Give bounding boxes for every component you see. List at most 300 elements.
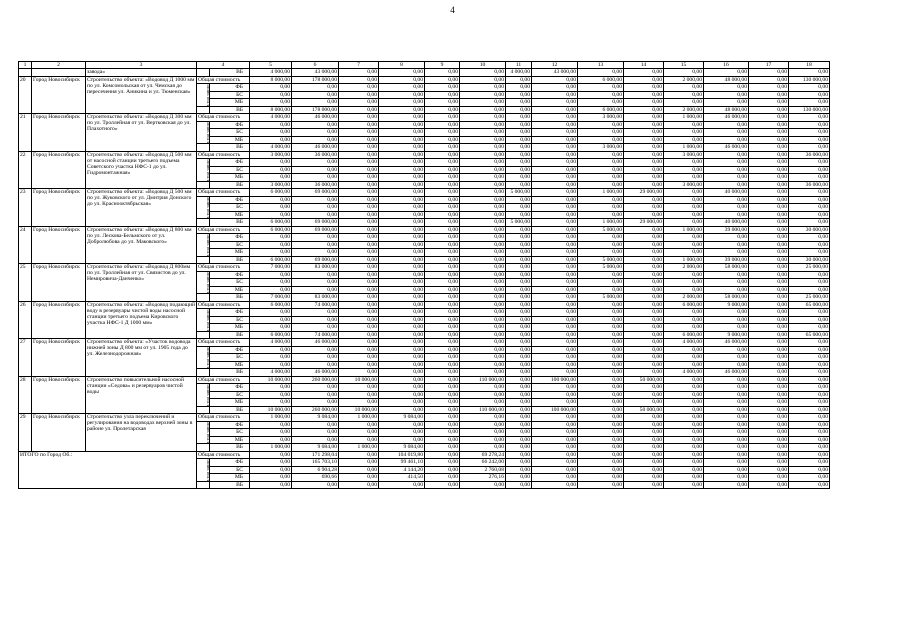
- value-cell: 0,00: [532, 121, 578, 129]
- value-cell: 0,00: [250, 129, 292, 137]
- value-cell: 0,00: [506, 316, 532, 324]
- value-cell: 0,00: [506, 286, 532, 294]
- value-cell: 0,00: [425, 421, 460, 429]
- value-cell: 10 000,00: [250, 376, 292, 384]
- value-cell: 0,00: [506, 406, 532, 414]
- project-row: [19, 114, 873, 122]
- value-cell: 0,00: [704, 159, 749, 167]
- value-cell: 0,00: [460, 106, 506, 114]
- total-cost-label: Общая стоимость: [197, 264, 250, 272]
- value-cell: 0,00: [506, 114, 532, 122]
- value-cell: 0,00: [460, 69, 506, 77]
- total-cost-label: Общая стоимость: [197, 76, 250, 84]
- value-cell: 0,00: [789, 249, 830, 257]
- value-cell: 0,00: [339, 286, 379, 294]
- row-number: 24: [19, 226, 32, 264]
- value-cell: 0,00: [749, 369, 789, 377]
- value-cell: 0,00: [624, 271, 664, 279]
- row-number: 27: [19, 339, 32, 377]
- value-cell: 0,00: [789, 166, 830, 174]
- value-cell: 0,00: [664, 429, 704, 437]
- value-cell: 0,00: [532, 99, 578, 107]
- fb-label: ФБ: [210, 384, 250, 392]
- value-cell: 0,00: [506, 324, 532, 332]
- project-row: [19, 151, 873, 159]
- value-cell: 0,00: [379, 264, 425, 272]
- value-cell: 0,00: [339, 279, 379, 287]
- value-cell: 0,00: [425, 106, 460, 114]
- value-cell: 0,00: [379, 324, 425, 332]
- value-cell: 1 000,00: [339, 414, 379, 422]
- value-cell: 0,00: [460, 76, 506, 84]
- value-cell: 0,00: [664, 316, 704, 324]
- value-cell: 0,00: [460, 151, 506, 159]
- value-cell: 0,00: [578, 121, 624, 129]
- value-cell: 0,00: [425, 99, 460, 107]
- project-name: Строительство объекта: «Водовод Д 500 мм по ул. Жуковского от ул. Дмитрия Донского до ул. Краснооктябрьская»: [86, 189, 197, 227]
- value-cell: 0,00: [532, 181, 578, 189]
- value-cell: 0,00: [664, 399, 704, 407]
- value-cell: 0,00: [749, 159, 789, 167]
- vtom-label: в том числе:: [197, 196, 210, 219]
- value-cell: 0,00: [749, 144, 789, 152]
- bs-label: БС: [210, 354, 250, 362]
- value-cell: 46 000,00: [704, 369, 749, 377]
- value-cell: 0,00: [624, 481, 664, 489]
- value-cell: 0,00: [789, 481, 830, 489]
- value-cell: 0,00: [624, 174, 664, 182]
- value-cell: 0,00: [379, 376, 425, 384]
- value-cell: 8 000,00: [250, 106, 292, 114]
- value-cell: 0,00: [339, 69, 379, 77]
- value-cell: 0,00: [506, 309, 532, 317]
- value-cell: 0,00: [506, 414, 532, 422]
- value-cell: 0,00: [425, 211, 460, 219]
- project-name: Строительство повысительной насосной станции «Седова» и резервуаров чистой воды: [86, 376, 197, 414]
- row-number: 28: [19, 376, 32, 414]
- value-cell: 1 000,00: [664, 256, 704, 264]
- project-row: [19, 301, 873, 309]
- value-cell: 0,00: [704, 421, 749, 429]
- column-number: 4: [197, 62, 250, 69]
- value-cell: 0,00: [578, 354, 624, 362]
- value-cell: 5 000,00: [506, 219, 532, 227]
- value-cell: 0,00: [749, 376, 789, 384]
- value-cell: 4 000,00: [664, 339, 704, 347]
- value-cell: 9 084,00: [379, 444, 425, 452]
- value-cell: 0,00: [460, 249, 506, 257]
- value-cell: 0,00: [578, 204, 624, 212]
- value-cell: 9 084,00: [379, 414, 425, 422]
- value-cell: 0,00: [425, 346, 460, 354]
- value-cell: 0,00: [379, 361, 425, 369]
- value-cell: 46 000,00: [704, 144, 749, 152]
- value-cell: 0,00: [506, 384, 532, 392]
- value-cell: 6 904,28: [292, 466, 339, 474]
- value-cell: 0,00: [425, 129, 460, 137]
- project-row: [19, 226, 873, 234]
- value-cell: 0,00: [250, 271, 292, 279]
- value-cell: 0,00: [624, 384, 664, 392]
- value-cell: 0,00: [624, 264, 664, 272]
- mb-label: МБ: [210, 436, 250, 444]
- value-cell: 0,00: [664, 69, 704, 77]
- value-cell: 0,00: [532, 91, 578, 99]
- value-cell: 0,00: [624, 451, 664, 459]
- value-cell: 1 000,00: [250, 444, 292, 452]
- value-cell: 0,00: [749, 241, 789, 249]
- value-cell: 0,00: [704, 361, 749, 369]
- value-cell: 0,00: [789, 159, 830, 167]
- value-cell: 0,00: [704, 354, 749, 362]
- value-cell: 0,00: [339, 436, 379, 444]
- value-cell: 0,00: [339, 144, 379, 152]
- value-cell: 0,00: [292, 429, 339, 437]
- value-cell: 0,00: [704, 174, 749, 182]
- value-cell: 0,00: [749, 294, 789, 302]
- value-cell: 0,00: [292, 316, 339, 324]
- value-cell: 0,00: [749, 256, 789, 264]
- value-cell: 0,00: [704, 279, 749, 287]
- value-cell: 0,00: [532, 249, 578, 257]
- value-cell: 6 000,00: [250, 256, 292, 264]
- value-cell: 0,00: [425, 406, 460, 414]
- value-cell: 0,00: [460, 226, 506, 234]
- value-cell: 0,00: [578, 414, 624, 422]
- value-cell: 0,00: [704, 481, 749, 489]
- value-cell: 0,00: [250, 91, 292, 99]
- value-cell: 83 000,00: [292, 294, 339, 302]
- value-cell: 0,00: [506, 174, 532, 182]
- value-cell: 0,00: [624, 421, 664, 429]
- value-cell: 0,00: [506, 121, 532, 129]
- project-name: Строительство объекта: «Водовод Д 300 мм по ул. Троллейная от ул. Вертковская до ул. Плахотного»: [86, 114, 197, 152]
- value-cell: 0,00: [339, 459, 379, 467]
- value-cell: 0,00: [578, 279, 624, 287]
- value-cell: 0,00: [339, 249, 379, 257]
- value-cell: 0,00: [789, 121, 830, 129]
- value-cell: 0,00: [339, 136, 379, 144]
- value-cell: 2 000,00: [664, 264, 704, 272]
- value-cell: 0,00: [425, 414, 460, 422]
- value-cell: 0,00: [789, 399, 830, 407]
- total-cost-label: Общая стоимость: [197, 114, 250, 122]
- value-cell: 0,00: [292, 436, 339, 444]
- city-name: Город Новосибирск: [32, 226, 86, 264]
- value-cell: 0,00: [379, 309, 425, 317]
- value-cell: 0,00: [425, 444, 460, 452]
- project-row: [19, 376, 873, 384]
- value-cell: 0,00: [664, 279, 704, 287]
- value-cell: 0,00: [789, 406, 830, 414]
- value-cell: 0,00: [578, 286, 624, 294]
- value-cell: 0,00: [379, 69, 425, 77]
- value-cell: 0,00: [379, 279, 425, 287]
- value-cell: 0,00: [425, 481, 460, 489]
- value-cell: 0,00: [506, 234, 532, 242]
- value-cell: 0,00: [664, 159, 704, 167]
- value-cell: 46 000,00: [292, 144, 339, 152]
- vb-label: ВБ: [210, 219, 250, 227]
- value-cell: 0,00: [339, 271, 379, 279]
- bs-label: БС: [210, 466, 250, 474]
- value-cell: 0,00: [425, 174, 460, 182]
- value-cell: 0,00: [379, 204, 425, 212]
- value-cell: 178 000,00: [292, 76, 339, 84]
- value-cell: 9 084,00: [292, 414, 339, 422]
- value-cell: 0,00: [460, 399, 506, 407]
- value-cell: 0,00: [250, 384, 292, 392]
- value-cell: 0,00: [292, 159, 339, 167]
- value-cell: 0,00: [379, 159, 425, 167]
- value-cell: 0,00: [624, 226, 664, 234]
- value-cell: 0,00: [624, 241, 664, 249]
- value-cell: 0,00: [250, 166, 292, 174]
- value-cell: 0,00: [704, 429, 749, 437]
- value-cell: 0,00: [379, 294, 425, 302]
- value-cell: 0,00: [425, 361, 460, 369]
- mb-label: МБ: [210, 361, 250, 369]
- value-cell: 69 000,00: [292, 189, 339, 197]
- value-cell: 0,00: [506, 204, 532, 212]
- value-cell: 0,00: [578, 376, 624, 384]
- value-cell: 0,00: [379, 399, 425, 407]
- fb-label: ФБ: [210, 346, 250, 354]
- value-cell: 0,00: [379, 219, 425, 227]
- value-cell: 0,00: [339, 264, 379, 272]
- value-cell: 0,00: [292, 354, 339, 362]
- value-cell: 0,00: [250, 196, 292, 204]
- row-number: 26: [19, 301, 32, 339]
- value-cell: 0,00: [250, 324, 292, 332]
- value-cell: 0,00: [624, 466, 664, 474]
- value-cell: 0,00: [749, 279, 789, 287]
- value-cell: 0,00: [532, 421, 578, 429]
- value-cell: 0,00: [460, 241, 506, 249]
- value-cell: 0,00: [704, 84, 749, 92]
- value-cell: 0,00: [578, 234, 624, 242]
- value-cell: 0,00: [506, 279, 532, 287]
- city-name: Город Новосибирск: [32, 414, 86, 452]
- value-cell: 0,00: [425, 316, 460, 324]
- value-cell: 0,00: [789, 174, 830, 182]
- value-cell: 0,00: [664, 166, 704, 174]
- value-cell: 0,00: [624, 294, 664, 302]
- value-cell: 0,00: [339, 241, 379, 249]
- value-cell: 0,00: [250, 84, 292, 92]
- city-name: Город Новосибирск: [32, 114, 86, 152]
- value-cell: 69 000,00: [292, 226, 339, 234]
- value-cell: 0,00: [339, 391, 379, 399]
- value-cell: 0,00: [704, 136, 749, 144]
- value-cell: 0,00: [339, 99, 379, 107]
- value-cell: 0,00: [624, 361, 664, 369]
- value-cell: 25 000,00: [789, 264, 830, 272]
- value-cell: 6 000,00: [250, 331, 292, 339]
- mb-label: МБ: [210, 99, 250, 107]
- value-cell: 0,00: [339, 354, 379, 362]
- value-cell: 0,00: [749, 324, 789, 332]
- vtom-label: в том числе:: [197, 84, 210, 107]
- bs-label: БС: [210, 166, 250, 174]
- value-cell: 29 000,00: [624, 189, 664, 197]
- value-cell: 0,00: [624, 474, 664, 482]
- value-cell: 0,00: [460, 331, 506, 339]
- value-cell: 0,00: [425, 354, 460, 362]
- value-cell: 0,00: [532, 189, 578, 197]
- value-cell: 0,00: [425, 436, 460, 444]
- value-cell: 0,00: [250, 204, 292, 212]
- value-cell: 0,00: [250, 286, 292, 294]
- value-cell: 0,00: [379, 166, 425, 174]
- vb-label: ВБ: [210, 144, 250, 152]
- value-cell: 0,00: [250, 399, 292, 407]
- value-cell: 0,00: [789, 474, 830, 482]
- value-cell: 36 000,00: [789, 181, 830, 189]
- column-number: 11: [506, 62, 532, 69]
- value-cell: 0,00: [250, 451, 292, 459]
- value-cell: 0,00: [578, 369, 624, 377]
- value-cell: 0,00: [704, 436, 749, 444]
- value-cell: 0,00: [379, 174, 425, 182]
- value-cell: 0,00: [339, 234, 379, 242]
- value-cell: 0,00: [532, 429, 578, 437]
- value-cell: 0,00: [789, 196, 830, 204]
- value-cell: 0,00: [532, 391, 578, 399]
- page-number: 4: [450, 5, 455, 15]
- value-cell: 0,00: [292, 234, 339, 242]
- value-cell: 6 000,00: [250, 301, 292, 309]
- value-cell: 0,00: [664, 459, 704, 467]
- value-cell: 0,00: [425, 256, 460, 264]
- value-cell: 0,00: [749, 271, 789, 279]
- value-cell: 0,00: [664, 99, 704, 107]
- value-cell: 0,00: [624, 286, 664, 294]
- value-cell: 0,00: [460, 279, 506, 287]
- value-cell: 0,00: [506, 429, 532, 437]
- value-cell: 0,00: [506, 151, 532, 159]
- value-cell: 0,00: [425, 324, 460, 332]
- value-cell: 0,00: [789, 129, 830, 137]
- value-cell: 0,00: [749, 421, 789, 429]
- value-cell: 0,00: [789, 451, 830, 459]
- value-cell: 0,00: [532, 324, 578, 332]
- vb-label: ВБ: [210, 256, 250, 264]
- fb-label: ФБ: [210, 159, 250, 167]
- value-cell: 0,00: [339, 211, 379, 219]
- value-cell: 0,00: [749, 211, 789, 219]
- value-cell: 0,00: [506, 294, 532, 302]
- value-cell: 0,00: [664, 346, 704, 354]
- value-cell: 0,00: [292, 204, 339, 212]
- vtom-label: в том числе:: [197, 159, 210, 182]
- value-cell: 0,00: [704, 129, 749, 137]
- column-number: 7: [339, 62, 379, 69]
- value-cell: 0,00: [789, 459, 830, 467]
- value-cell: 0,00: [339, 151, 379, 159]
- value-cell: 0,00: [506, 444, 532, 452]
- value-cell: 0,00: [250, 346, 292, 354]
- value-cell: 0,00: [578, 436, 624, 444]
- value-cell: 2 000,00: [664, 294, 704, 302]
- value-cell: 0,00: [506, 136, 532, 144]
- vtom-label: в том числе:: [197, 121, 210, 144]
- value-cell: 0,00: [379, 121, 425, 129]
- value-cell: 2 760,08: [460, 466, 506, 474]
- value-cell: 0,00: [379, 286, 425, 294]
- value-cell: 6 000,00: [578, 76, 624, 84]
- value-cell: 0,00: [789, 91, 830, 99]
- value-cell: 0,00: [425, 474, 460, 482]
- value-cell: 0,00: [532, 294, 578, 302]
- value-cell: 40 000,00: [704, 189, 749, 197]
- value-cell: 0,00: [292, 286, 339, 294]
- value-cell: 0,00: [789, 99, 830, 107]
- value-cell: 0,00: [460, 309, 506, 317]
- value-cell: 0,00: [379, 271, 425, 279]
- value-cell: 0,00: [425, 189, 460, 197]
- vtom-label: в том числе:: [197, 346, 210, 369]
- value-cell: 0,00: [664, 249, 704, 257]
- vb-label: ВБ: [210, 481, 250, 489]
- value-cell: 0,00: [704, 451, 749, 459]
- value-cell: 0,00: [425, 391, 460, 399]
- value-cell: 0,00: [664, 84, 704, 92]
- fb-label: ФБ: [210, 234, 250, 242]
- value-cell: 0,00: [664, 121, 704, 129]
- value-cell: 5 000,00: [506, 189, 532, 197]
- value-cell: 0,00: [506, 474, 532, 482]
- row-number: 20: [19, 76, 32, 114]
- value-cell: 0,00: [664, 309, 704, 317]
- value-cell: 0,00: [460, 196, 506, 204]
- value-cell: 0,00: [532, 414, 578, 422]
- value-cell: 0,00: [339, 166, 379, 174]
- column-number: 2: [32, 62, 86, 69]
- value-cell: 8 000,00: [250, 76, 292, 84]
- value-cell: 0,00: [379, 241, 425, 249]
- value-cell: 7 000,00: [250, 294, 292, 302]
- value-cell: 130 000,00: [789, 106, 830, 114]
- value-cell: 0,00: [460, 91, 506, 99]
- value-cell: 690,66: [292, 474, 339, 482]
- value-cell: 3 000,00: [250, 181, 292, 189]
- value-cell: 0,00: [292, 346, 339, 354]
- value-cell: 0,00: [425, 369, 460, 377]
- value-cell: 0,00: [250, 211, 292, 219]
- value-cell: 0,00: [749, 226, 789, 234]
- value-cell: 0,00: [664, 451, 704, 459]
- value-cell: 0,00: [339, 481, 379, 489]
- value-cell: 0,00: [664, 474, 704, 482]
- value-cell: 0,00: [749, 466, 789, 474]
- value-cell: 0,00: [250, 429, 292, 437]
- value-cell: 0,00: [339, 106, 379, 114]
- vtom-label: в том числе:: [197, 234, 210, 257]
- value-cell: 0,00: [460, 234, 506, 242]
- value-cell: 0,00: [425, 91, 460, 99]
- value-cell: 0,00: [506, 144, 532, 152]
- value-cell: 7 000,00: [250, 264, 292, 272]
- value-cell: 0,00: [425, 159, 460, 167]
- value-cell: 0,00: [789, 414, 830, 422]
- value-cell: 0,00: [460, 166, 506, 174]
- value-cell: 0,00: [704, 459, 749, 467]
- value-cell: 0,00: [789, 286, 830, 294]
- value-cell: 0,00: [250, 361, 292, 369]
- value-cell: 0,00: [578, 196, 624, 204]
- value-cell: 43 000,00: [532, 69, 578, 77]
